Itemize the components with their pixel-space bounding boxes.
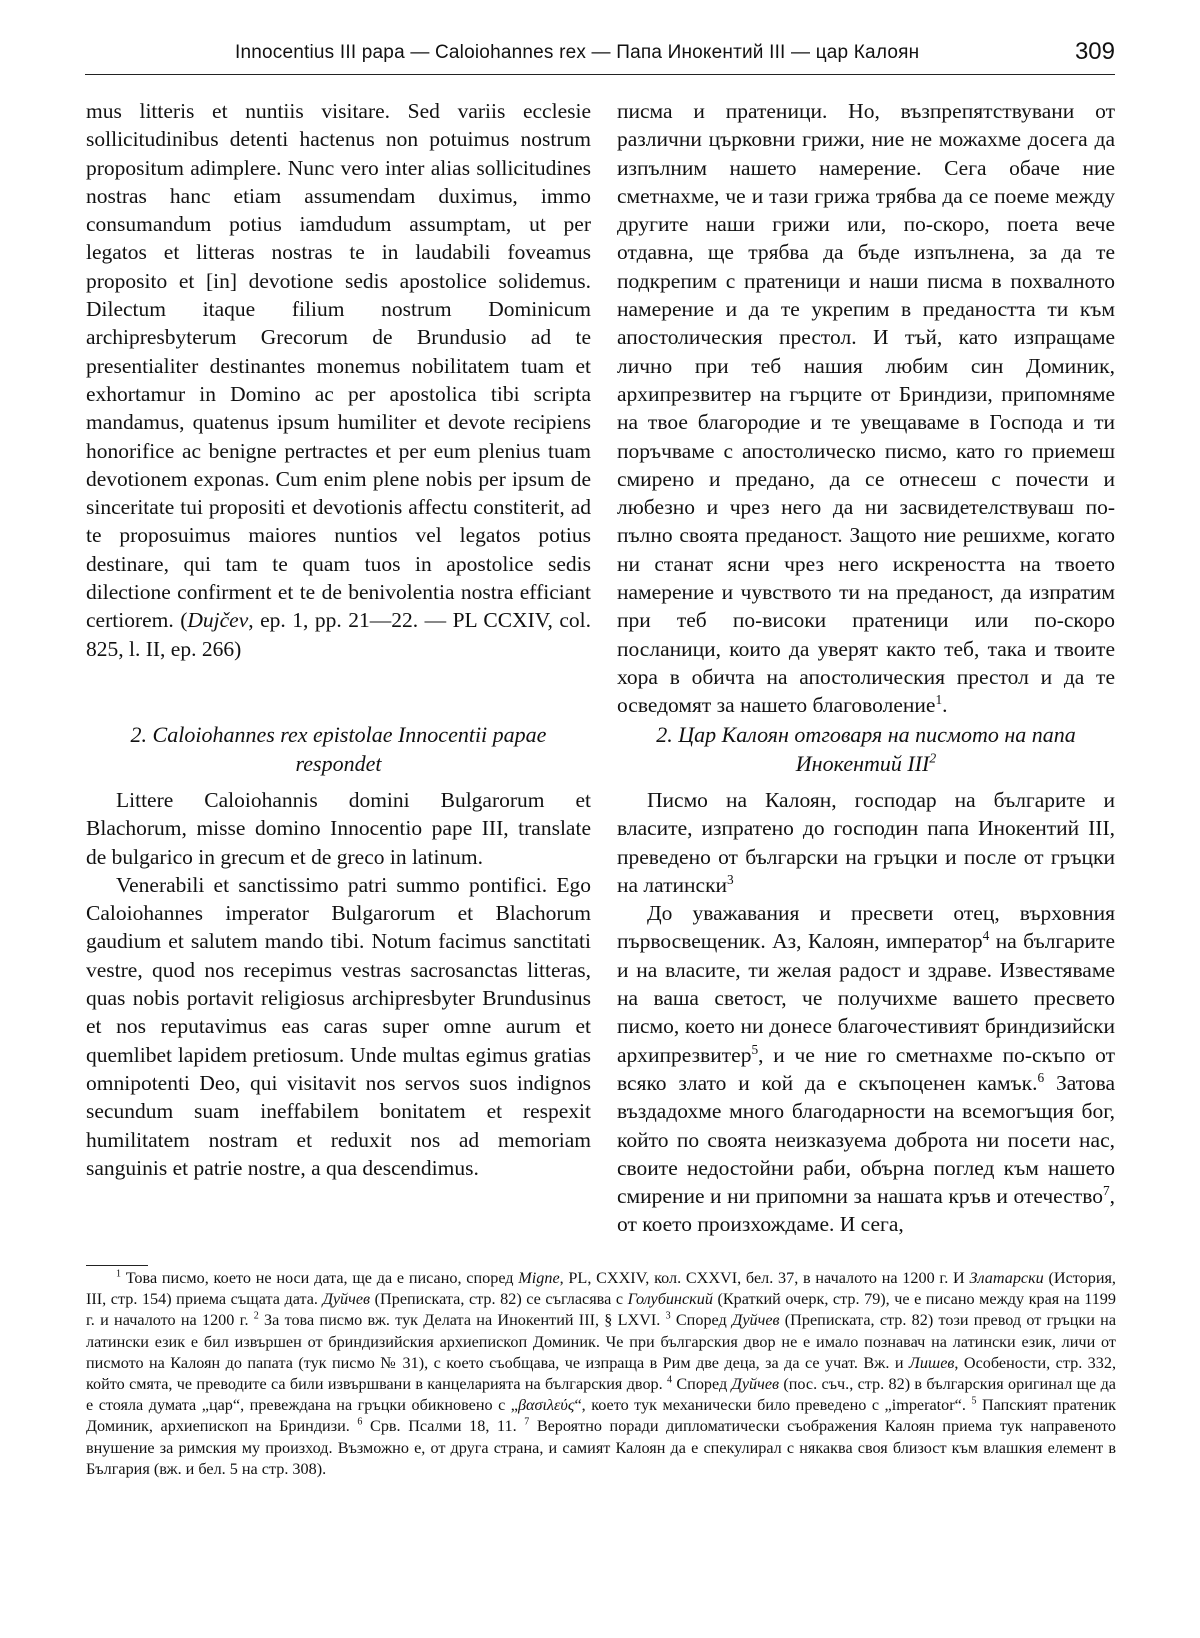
- footnote-1-number: 1: [116, 1268, 122, 1280]
- footnote-ref-1: 1: [935, 692, 943, 708]
- bulgarian-letter-paragraph: До уважавания и пресвети отец, върховния първосвещеник. Аз, Калоян, император$^4$ на българите и на власите, ти желая радост и здраве. Известяваме на ваша светост, че получихме вашето пресвето писмо, което ни донесе благочестивият бриндизийски архипрезвитер$^5$, и че ние го сметнахме по-скъпо от всяко злато и кой да е скъпоценен камък.$^6$ Затова въздадохме много благодарности на всемогъщия бог, който по своята неизказуема доброта ни посети нас, своите недостойни раби, обърна поглед към нашето смирение и ни припомни за нашата кръв и отечество$^7$, от което произхождаме. И сега,: [617, 901, 1115, 1237]
- footnote-5-number: 5: [971, 1395, 977, 1407]
- footnote-ref-7: 7: [1102, 1183, 1110, 1198]
- footnote-6-number: 6: [357, 1417, 363, 1429]
- footnote-7-number: 7: [524, 1417, 530, 1429]
- footnote-ref-4: 4: [982, 928, 990, 944]
- latin-top-column: [86, 97, 591, 663]
- latin-intro-paragraph: Littere Caloiohannis domini Bulgarorum et Blachorum, misse domino Innocentio pape III, translate de bulgarico in grecum et de greco in latinum.: [86, 788, 591, 869]
- latin-letter-paragraph: Venerabili et sanctissimo patri summo pontifici. Ego Caloiohannes imperator Bulgarorum et Blachorum gaudium et salutem mando tibi. Notum facimus sanctitati vestre, quod nos recepimus vestras sacrosanctas litteras, quas nobis portavit religiosus archipresbyter Brundusinus et nos reputavimus eas caras super omne aurum et quemlibet lapidem pretiosum. Unde multas egimus gratias omnipotenti Deo, qui visitavit nos servos suos indignos secundum suam ineffabilem bonitatem et respexit humilitatem nostram et reduxit nos ad memoriam sanguinis et patrie nostre, a qua descendimus.: [86, 872, 591, 1180]
- footnote-ref-6: 6: [1037, 1069, 1045, 1085]
- citation-rest: , ep. 1, pp. 21—22. — PL CCXIV, col. 825, l. II, ep. 266): [86, 608, 591, 661]
- bulgarian-letter-column: [617, 786, 1115, 1239]
- footnote-2-number: 2: [253, 1311, 259, 1323]
- footnote-block: $^1$ Това писмо, което не носи дата, ще да е писано, според Migne, PL, CXXIV, кол. CXXVI, бел. 37, в началото на 1200 г. И Златарски (История, III, стр. 154) приема същата дата. Дуйчев (Преписката, стр. 82) се съгласява с Голубинский (Краткий очерк, стр. 79), че е писано между края на 1199 г. и началото на 1200 г. $^2$ За това писмо вж. тук Делата на Инокентий III, § LXVI. $^3$ Според Дуйчев (Преписката, стр. 82) този превод от гръцки на латински език е бил извършен от бриндизийския архиепископ Доминик. Че при българския двор не е имало познавач на латински език, личи от писмото на Калоян до папата (тук писмо № 31), с което съобщава, че изпраща в Рим две деца, за да се учат. Вж. и Лишев, Особености, стр. 332, който смята, че преводите са били извършвани в канцеларията на българския двор. $^4$ Според Дуйчев (пос. съч., стр. 82) в българския оригинал ще да е стояла думата „цар“, превеждана на гръцки обикновено с „βασιλεύς“, което тук механически било преведено с „imperator“. $^5$ Папският пратеник Доминик, архиепископ на Бриндизи. $^6$ Срв. Псалми 18, 11. $^7$ Вероятно поради дипломатически съображения Калоян приема тук направеното внушение за римския му произход. Възможно е, от друга страна, и самият Калоян да е спекулирал с някаква своя близост към влашкия елемент в България (вж. и бел. 5 на стр. 308).: [86, 1268, 1117, 1478]
- footnote-4-number: 4: [667, 1374, 673, 1386]
- bulgarian-top-column: [617, 97, 1115, 720]
- latin-section-heading: 2. Caloiohannes rex epistolae Innocentii papae respondet: [130, 722, 547, 776]
- footnote-ref-3: 3: [727, 871, 734, 887]
- footnote-3-number: 3: [665, 1311, 671, 1323]
- running-head: [85, 40, 1115, 75]
- bulgarian-section-heading: 2. Цар Калоян отговаря на писмото на папа Инокентий III$^2$: [656, 722, 1076, 776]
- latin-top-paragraph: mus litteris et nuntiis visitare. Sed variis ecclesie sollicitudinibus detenti hactenus non potuimus nostrum propositum adimplere. Nunc vero inter alias sollicitudines nostras hanc etiam assumendam duximus, immo consumandum potius iamdudum assumptam, ut per legatos et litteras nostras te in laudabili foveamus proposito et [in] devotione sedis apostolice solidemus. Dilectum itaque filium nostrum Dominicum archipresbyterum Grecorum de Brundusio ad te presentialiter destinantes monemus nobilitatem tuam et exhortamur in Domino ac per apostolica tibi scripta mandamus, quatenus ipsum humiliter et devote recipiens honorifice ac benigne pertractes et per eum plenius tuam devotionem exponas. Cum enim plene nobis per ipsum de sinceritate tui propositi et devotionis affectu constiterit, ad te proposuimus maiores nuntios vel legatos potius destinare, qui tam te quam tuos in apostolice sedis dilectione confirment et te de benivolentia nostra efficiant certiorem. (Dujčev, ep. 1, pp. 21—22. — PL CCXIV, col. 825, l. II, ep. 266): [86, 99, 591, 661]
- bulgarian-intro-paragraph: Писмо на Калоян, господар на българите и власите, изпратено до господин папа Инокентий III, преведено от български на гръцки и после от гръцки на латински$^3$: [617, 788, 1115, 897]
- bulgarian-top-paragraph: писма и пратеници. Но, възпрепятствувани от различни църковни грижи, ние не можахме досега да изпълним нашето намерение. Сега обаче ние сметнахме, че и тази грижа трябва да се поеме между другите наши грижи или, по-скоро, поета вече отдавна, ще трябва да бъде изпълнена, за да те подкрепим с пратеници и наши писма в похвалното намерение и да те укрепим в предаността ти към апостолическия престол. И тъй, като изпращаме лично при теб нашия любим син Доминик, архипрезвитер на гърците от Бриндизи, припомняме на твое благородие и те увещаваме в Господа и ти поръчваме с апостолическо писмо, като го приемеш смирено и предано, да се отнесеш с почести и любезно и чрез него да ни засвидетелствуваш по-пълно своята преданост. Защото ние решихме, когато ни станат ясни чрез него искреността на твоето намерение и чувството ти на преданост, да изпратим при теб по-високи пратеници или по-скоро посланици, които да уверят както теб, така и твоите хора в обичта на апостолическия престол и да те осведомят за нашето благоволение$^1$.: [617, 99, 1115, 718]
- footnote-ref-2: 2: [929, 750, 937, 766]
- running-head-title: Innocentius III papa — Caloiohannes rex — Папа Инокентий III — цар Калоян: [235, 42, 920, 63]
- footnote-rule: [86, 1265, 148, 1266]
- page-number: 309: [1074, 38, 1115, 65]
- citation-author: Dujčev: [187, 608, 249, 633]
- footnote-ref-5: 5: [751, 1041, 759, 1057]
- footnotes: [86, 1268, 1116, 1480]
- latin-letter-column: [86, 786, 591, 1182]
